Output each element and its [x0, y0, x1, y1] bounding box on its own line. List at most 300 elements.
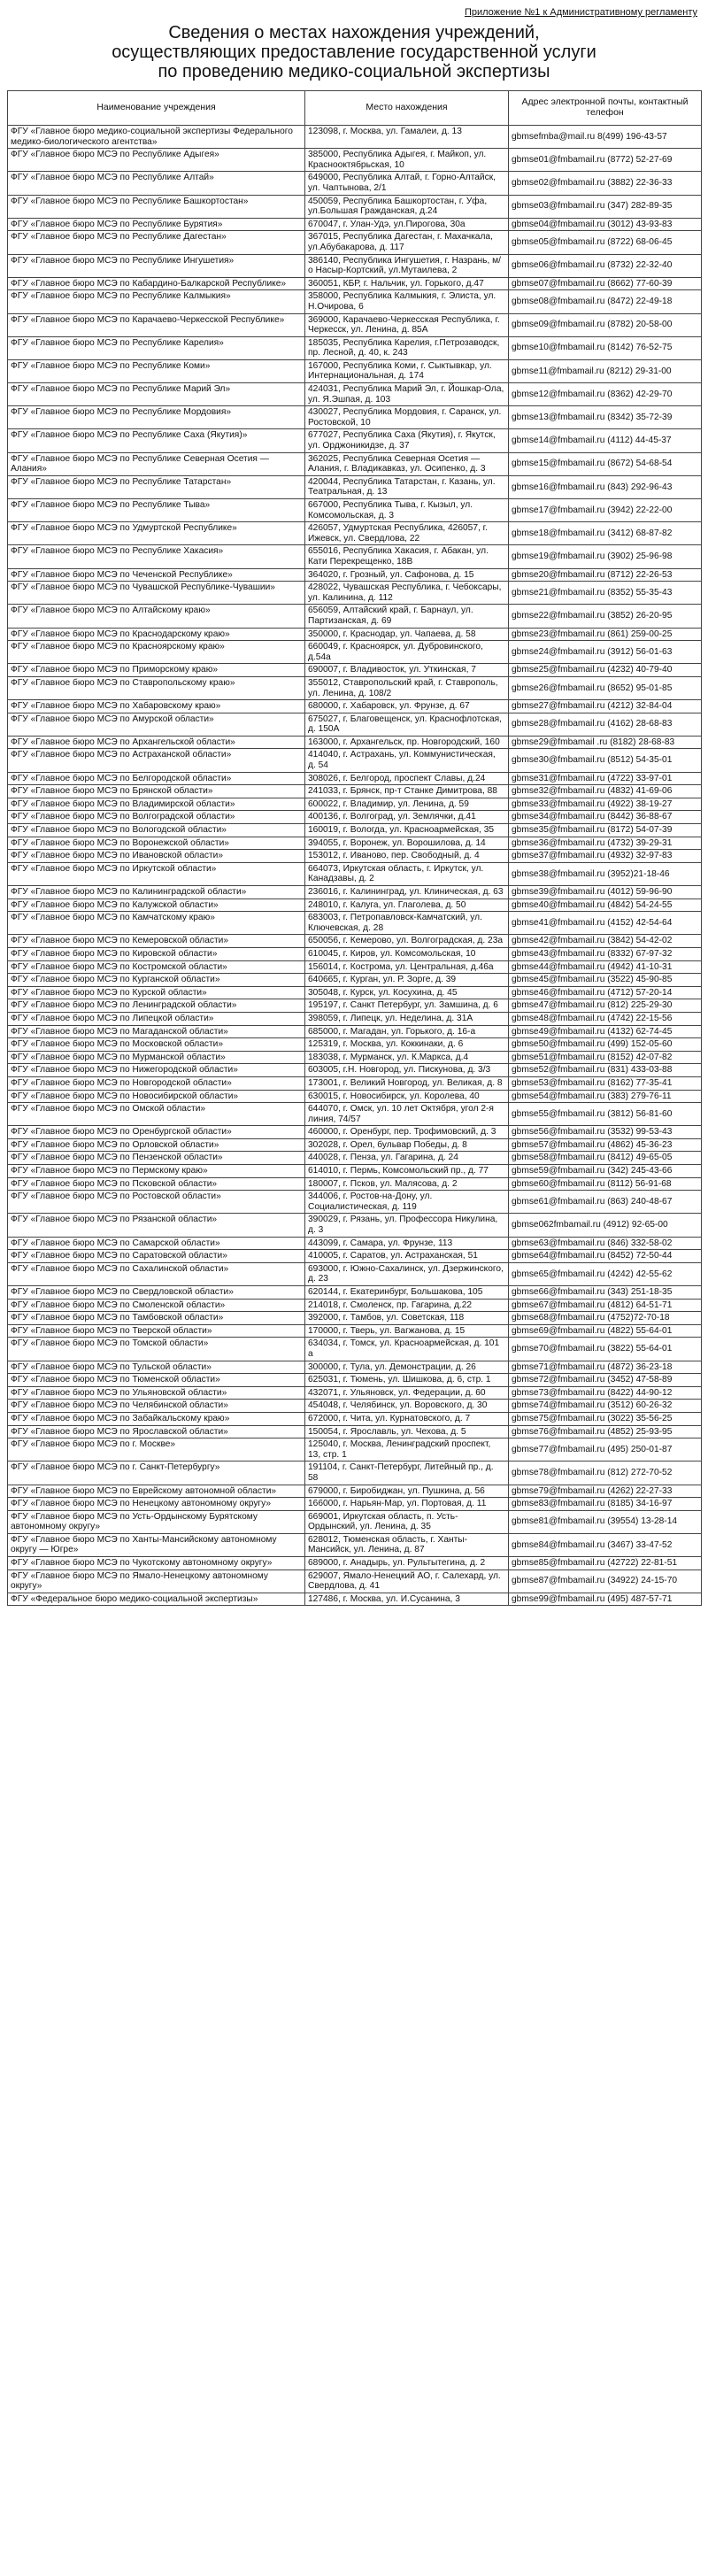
contact-cell: gbmse08@fmbamail.ru (8472) 22-49-18	[509, 290, 702, 313]
table-row	[8, 126, 702, 149]
table-row	[8, 1386, 702, 1400]
location-cell: 679000, г. Биробиджан, ул. Пушкина, д. 56	[305, 1485, 509, 1498]
institution-name-cell: ФГУ «Главное бюро МСЭ по Алтайскому краю»	[8, 605, 305, 628]
contact-cell: gbmse56@fmbamail.ru (3532) 99-53-43	[509, 1126, 702, 1139]
table-row	[8, 749, 702, 772]
table-row	[8, 1051, 702, 1064]
location-cell: 236016, г. Калининград, ул. Клиническая, д. 63	[305, 886, 509, 899]
table-row	[8, 522, 702, 545]
institution-name-cell: ФГУ «Главное бюро МСЭ по Тамбовской области»	[8, 1312, 305, 1325]
institution-name-cell: ФГУ «Главное бюро МСЭ по Новгородской области»	[8, 1076, 305, 1090]
contact-cell: gbmse02@fmbamail.ru (3882) 22-36-33	[509, 172, 702, 195]
table-row	[8, 1485, 702, 1498]
table-row	[8, 605, 702, 628]
contact-cell: gbmse36@fmbamail.ru (4732) 39-29-31	[509, 837, 702, 850]
table-row	[8, 1425, 702, 1438]
institution-name-cell: ФГУ «Главное бюро МСЭ по Камчатскому краю»	[8, 912, 305, 935]
institution-name-cell: ФГУ «Главное бюро МСЭ по Костромской области»	[8, 960, 305, 974]
location-cell: 367015, Республика Дагестан, г. Махачкала, ул.Абубакарова, д. 117	[305, 231, 509, 254]
table-row	[8, 359, 702, 382]
location-cell: 426057, Удмуртская Республика, 426057, г. Ижевск, ул. Свердлова, 22	[305, 522, 509, 545]
location-cell: 664073, Иркутская область, г. Иркутск, ул. Канадзавы, д. 2	[305, 862, 509, 885]
location-cell: 358000, Республика Калмыкия, г. Элиста, ул. Н.Очирова, 6	[305, 290, 509, 313]
institution-name-cell: ФГУ «Главное бюро МСЭ по Курганской области»	[8, 974, 305, 987]
table-row	[8, 568, 702, 582]
location-cell: 167000, Республика Коми, г. Сыктывкар, ул. Интернациональная, д. 174	[305, 359, 509, 382]
institution-name-cell: ФГУ «Главное бюро МСЭ по Республике Башкортостан»	[8, 195, 305, 218]
contact-cell: gbmse45@fmbamail.ru (3522) 45-90-85	[509, 974, 702, 987]
table-row	[8, 641, 702, 664]
institution-name-cell: ФГУ «Главное бюро МСЭ по Тверской области»	[8, 1324, 305, 1338]
institution-name-cell: ФГУ «Главное бюро МСЭ по Хабаровскому краю»	[8, 700, 305, 713]
table-row	[8, 1038, 702, 1052]
location-cell: 400136, г. Волгоград, ул. Землячки, д.41	[305, 811, 509, 824]
contact-cell: gbmse38@fmbamail.ru (3952)21-18-46	[509, 862, 702, 885]
institution-name-cell: ФГУ «Главное бюро МСЭ по г. Санкт-Петербургу»	[8, 1462, 305, 1485]
table-row	[8, 1237, 702, 1250]
institution-name-cell: ФГУ «Главное бюро МСЭ по Липецкой области»	[8, 1012, 305, 1025]
institution-name-cell: ФГУ «Главное бюро МСЭ по Сахалинской области»	[8, 1262, 305, 1285]
contact-cell: gbmse34@fmbamail.ru (8442) 36-88-67	[509, 811, 702, 824]
location-cell: 424031, Республика Марий Эл, г. Йошкар-Ола, ул. Я.Эшпая, д. 103	[305, 383, 509, 406]
institution-name-cell: ФГУ «Главное бюро МСЭ по Омской области»	[8, 1103, 305, 1126]
contact-cell: gbmse59@fmbamail.ru (342) 245-43-66	[509, 1165, 702, 1178]
table-row	[8, 1262, 702, 1285]
contact-cell: gbmse63@fmbamail.ru (846) 332-58-02	[509, 1237, 702, 1250]
location-cell: 428022, Чувашская Республика, г. Чебоксары, ул. Калинина, д. 112	[305, 582, 509, 605]
contact-cell: gbmse23@fmbamail.ru (861) 259-00-25	[509, 628, 702, 641]
location-cell: 385000, Республика Адыгея, г. Майкоп, ул. Краснооктябрьская, 10	[305, 149, 509, 172]
location-cell: 156014, г. Кострома, ул. Центральная, д.46а	[305, 960, 509, 974]
location-cell: 440028, г. Пенза, ул. Гагарина, д. 24	[305, 1152, 509, 1165]
institutions-table	[7, 90, 702, 1606]
contact-cell: gbmse43@fmbamail.ru (8332) 67-97-32	[509, 947, 702, 960]
table-row	[8, 1126, 702, 1139]
table-row	[8, 713, 702, 736]
location-cell: 350000, г. Краснодар, ул. Чапаева, д. 58	[305, 628, 509, 641]
table-row	[8, 1312, 702, 1325]
contact-cell: gbmse12@fmbamail.ru (8362) 42-29-70	[509, 383, 702, 406]
institution-name-cell: ФГУ «Главное бюро МСЭ по Республике Саха (Якутия)»	[8, 429, 305, 452]
location-cell: 670047, г. Улан-Удэ, ул.Пирогова, 30а	[305, 218, 509, 231]
location-cell: 344006, г. Ростов-на-Дону, ул. Социалистическая, д. 119	[305, 1191, 509, 1214]
location-cell: 241033, г. Брянск, пр-т Станке Димитрова, 88	[305, 785, 509, 798]
table-row	[8, 383, 702, 406]
institution-name-cell: ФГУ «Главное бюро МСЭ по Ненецкому автономному округу»	[8, 1498, 305, 1511]
institution-name-cell: ФГУ «Главное бюро МСЭ по Владимирской области»	[8, 798, 305, 811]
institution-name-cell: ФГУ «Главное бюро МСЭ по Республике Бурятия»	[8, 218, 305, 231]
contact-cell: gbmse69@fmbamail.ru (4822) 55-64-01	[509, 1324, 702, 1338]
table-row	[8, 960, 702, 974]
contact-cell: gbmse28@fmbamail.ru (4162) 28-68-83	[509, 713, 702, 736]
contact-cell: gbmse85@fmbamail.ru (42722) 22-81-51	[509, 1557, 702, 1570]
title-line: осуществляющих предоставление государственной услуги	[112, 42, 596, 62]
location-cell: 672000, г. Чита, ул. Курнатовского, д. 7	[305, 1412, 509, 1425]
contact-cell: gbmse09@fmbamail.ru (8782) 20-58-00	[509, 313, 702, 336]
contact-cell: gbmse81@fmbamail.ru (39554) 13-28-14	[509, 1510, 702, 1533]
institution-name-cell: ФГУ «Главное бюро МСЭ по Томской области»	[8, 1338, 305, 1361]
institution-name-cell: ФГУ «Главное бюро МСЭ по Рязанской области»	[8, 1214, 305, 1237]
contact-cell: gbmsefmba@mail.ru 8(499) 196-43-57	[509, 126, 702, 149]
table-row	[8, 1250, 702, 1263]
location-cell: 656059, Алтайский край, г. Барнаул, ул. Партизанская, д. 69	[305, 605, 509, 628]
contact-cell: gbmse84@fmbamail.ru (3467) 33-47-52	[509, 1533, 702, 1556]
contact-cell: gbmse01@fmbamail.ru (8772) 52-27-69	[509, 149, 702, 172]
contact-cell: gbmse65@fmbamail.ru (4242) 42-55-62	[509, 1262, 702, 1285]
contact-cell: gbmse31@fmbamail.ru (4722) 33-97-01	[509, 772, 702, 785]
institution-name-cell: ФГУ «Главное бюро МСЭ по Карачаево-Черкесской Республике»	[8, 313, 305, 336]
location-cell: 153012, г. Иваново, пер. Свободный, д. 4	[305, 850, 509, 863]
location-cell: 669001, Иркутская область, п. Усть-Ордынский, ул. Ленина, д. 35	[305, 1510, 509, 1533]
contact-cell: gbmse21@fmbamail.ru (8352) 55-35-43	[509, 582, 702, 605]
table-row	[8, 195, 702, 218]
table-row	[8, 772, 702, 785]
table-row	[8, 336, 702, 359]
location-cell: 390029, г. Рязань, ул. Профессора Никулина, д. 3	[305, 1214, 509, 1237]
institution-name-cell: ФГУ «Главное бюро МСЭ по Ростовской области»	[8, 1191, 305, 1214]
table-row	[8, 1152, 702, 1165]
institution-name-cell: ФГУ «Главное бюро МСЭ по Вологодской области»	[8, 824, 305, 837]
location-cell: 302028, г. Орел, бульвар Победы, д. 8	[305, 1138, 509, 1152]
contact-cell: gbmse76@fmbamail.ru (4852) 25-93-95	[509, 1425, 702, 1438]
contact-cell: gbmse79@fmbamail.ru (4262) 22-27-33	[509, 1485, 702, 1498]
contact-cell: gbmse74@fmbamail.ru (3512) 60-26-32	[509, 1400, 702, 1413]
contact-cell: gbmse27@fmbamail.ru (4212) 32-84-04	[509, 700, 702, 713]
location-cell: 450059, Республика Башкортостан, г. Уфа, ул.Большая Гражданская, д.24	[305, 195, 509, 218]
table-row	[8, 1438, 702, 1462]
location-cell: 364020, г. Грозный, ул. Сафонова, д. 15	[305, 568, 509, 582]
institution-name-cell: ФГУ «Главное бюро МСЭ по Магаданской области»	[8, 1025, 305, 1038]
location-cell: 125040, г. Москва, Ленинградский проспект, 13, стр. 1	[305, 1438, 509, 1462]
location-cell: 620144, г. Екатеринбург, Большакова, 105	[305, 1286, 509, 1300]
table-row	[8, 1570, 702, 1593]
location-cell: 185035, Республика Карелия, г.Петрозаводск, пр. Лесной, д. 40, к. 243	[305, 336, 509, 359]
contact-cell: gbmse54@fmbamail.ru (383) 279-76-11	[509, 1090, 702, 1103]
table-row	[8, 1374, 702, 1387]
table-row	[8, 1533, 702, 1556]
table-row	[8, 231, 702, 254]
institution-name-cell: ФГУ «Главное бюро МСЭ по Республике Калмыкия»	[8, 290, 305, 313]
contact-cell: gbmse13@fmbamail.ru (8342) 35-72-39	[509, 406, 702, 429]
table-row	[8, 811, 702, 824]
institution-name-cell: ФГУ «Главное бюро МСЭ по Калужской области»	[8, 899, 305, 912]
table-row	[8, 475, 702, 498]
contact-cell: gbmse39@fmbamail.ru (4012) 59-96-90	[509, 886, 702, 899]
contact-cell: gbmse16@fmbamail.ru (843) 292-96-43	[509, 475, 702, 498]
contact-cell: gbmse32@fmbamail.ru (4832) 41-69-06	[509, 785, 702, 798]
column-header-name: Наименование учреждения	[8, 91, 305, 126]
location-cell: 667000, Республика Тыва, г. Кызыл, ул. Комсомольская, д. 3	[305, 499, 509, 522]
table-row	[8, 254, 702, 277]
location-cell: 360051, КБР, г. Нальчик, ул. Горького, д.47	[305, 277, 509, 290]
contact-cell: gbmse55@fmbamail.ru (3812) 56-81-60	[509, 1103, 702, 1126]
table-row	[8, 862, 702, 885]
location-cell: 123098, г. Москва, ул. Гамалеи, д. 13	[305, 126, 509, 149]
contact-cell: gbmse66@fmbamail.ru (343) 251-18-35	[509, 1286, 702, 1300]
contact-cell: gbmse46@fmbamail.ru (4712) 57-20-14	[509, 986, 702, 999]
contact-cell: gbmse99@fmbamail.ru (495) 487-57-71	[509, 1593, 702, 1606]
table-row	[8, 1138, 702, 1152]
contact-cell: gbmse25@fmbamail.ru (4232) 40-79-40	[509, 664, 702, 677]
institution-name-cell: ФГУ «Главное бюро МСЭ по Курской области»	[8, 986, 305, 999]
table-row	[8, 1462, 702, 1485]
institution-name-cell: ФГУ «Главное бюро МСЭ по Кабардино-Балкарской Республике»	[8, 277, 305, 290]
column-header-location: Место нахождения	[305, 91, 509, 126]
title-line: Сведения о местах нахождения учреждений,	[168, 23, 540, 42]
location-cell: 625031, г. Тюмень, ул. Шишкова, д. 6, стр. 1	[305, 1374, 509, 1387]
location-cell: 386140, Республика Ингушетия, г. Назрань, м/о Насыр-Кортский, ул.Мутаилева, 2	[305, 254, 509, 277]
institution-name-cell: ФГУ «Главное бюро МСЭ по Ярославской области»	[8, 1425, 305, 1438]
institution-name-cell: ФГУ «Главное бюро МСЭ по Мурманской области»	[8, 1051, 305, 1064]
table-row	[8, 1191, 702, 1214]
contact-cell: gbmse47@fmbamail.ru (812) 225-29-30	[509, 999, 702, 1013]
institution-name-cell: ФГУ «Главное бюро МСЭ по Чеченской Республике»	[8, 568, 305, 582]
contact-cell: gbmse19@fmbamail.ru (3902) 25-96-98	[509, 545, 702, 568]
location-cell: 454048, г. Челябинск, ул. Воровского, д. 30	[305, 1400, 509, 1413]
location-cell: 430027, Республика Мордовия, г. Саранск, ул. Ростовской, 10	[305, 406, 509, 429]
institution-name-cell: ФГУ «Главное бюро МСЭ по Республике Карелия»	[8, 336, 305, 359]
location-cell: 300000, г. Тула, ул. Демонстрации, д. 26	[305, 1361, 509, 1374]
contact-cell: gbmse05@fmbamail.ru (8722) 68-06-45	[509, 231, 702, 254]
location-cell: 394055, г. Воронеж, ул. Ворошилова, д. 14	[305, 837, 509, 850]
contact-cell: gbmse72@fmbamail.ru (3452) 47-58-89	[509, 1374, 702, 1387]
table-row	[8, 947, 702, 960]
contact-cell: gbmse06@fmbamail.ru (8732) 22-32-40	[509, 254, 702, 277]
location-cell: 603005, г.Н. Новгород, ул. Пискунова, д. 3/3	[305, 1064, 509, 1077]
institution-name-cell: ФГУ «Главное бюро МСЭ по Чувашской Республике-Чувашии»	[8, 582, 305, 605]
table-row	[8, 628, 702, 641]
table-row	[8, 676, 702, 699]
contact-cell: gbmse64@fmbamail.ru (8452) 72-50-44	[509, 1250, 702, 1263]
contact-cell: gbmse58@fmbamail.ru (8412) 49-65-05	[509, 1152, 702, 1165]
location-cell: 629007, Ямало-Ненецкий АО, г. Салехард, ул. Свердлова, д. 41	[305, 1570, 509, 1593]
table-row	[8, 1214, 702, 1237]
location-cell: 649000, Республика Алтай, г. Горно-Алтайск, ул. Чаптынова, 2/1	[305, 172, 509, 195]
table-row	[8, 1324, 702, 1338]
table-row	[8, 1361, 702, 1374]
table-row	[8, 290, 702, 313]
contact-cell: gbmse26@fmbamail.ru (8652) 95-01-85	[509, 676, 702, 699]
table-row	[8, 1593, 702, 1606]
table-row	[8, 999, 702, 1013]
location-cell: 150054, г. Ярославль, ул. Чехова, д. 5	[305, 1425, 509, 1438]
location-cell: 195197, г. Санкт Петербург, ул. Замшина, д. 6	[305, 999, 509, 1013]
location-cell: 650056, г. Кемерово, ул. Волгоградская, д. 23а	[305, 935, 509, 948]
institution-name-cell: ФГУ «Главное бюро МСЭ по Ханты-Мансийскому автономному округу — Югре»	[8, 1533, 305, 1556]
table-row	[8, 824, 702, 837]
contact-cell: gbmse33@fmbamail.ru (4922) 38-19-27	[509, 798, 702, 811]
institution-name-cell: ФГУ «Главное бюро МСЭ по Архангельской области»	[8, 736, 305, 749]
location-cell: 362025, Республика Северная Осетия — Алания, г. Владикавказ, ул. Осипенко, д. 3	[305, 452, 509, 475]
institution-name-cell: ФГУ «Главное бюро МСЭ по Кемеровской области»	[8, 935, 305, 948]
location-cell: 655016, Республика Хакасия, г. Абакан, ул. Кати Перекрещенко, 18В	[305, 545, 509, 568]
location-cell: 432071, г. Ульяновск, ул. Федерации, д. 60	[305, 1386, 509, 1400]
table-row	[8, 452, 702, 475]
location-cell: 248010, г. Калуга, ул. Глаголева, д. 50	[305, 899, 509, 912]
institution-name-cell: ФГУ «Главное бюро МСЭ по Пермскому краю»	[8, 1165, 305, 1178]
contact-cell: gbmse22@fmbamail.ru (3852) 26-20-95	[509, 605, 702, 628]
location-cell: 600022, г. Владимир, ул. Ленина, д. 59	[305, 798, 509, 811]
institution-name-cell: ФГУ «Главное бюро медико-социальной экспертизы Федерального медико-биологического агентства»	[8, 126, 305, 149]
location-cell: 170000, г. Тверь, ул. Вагжанова, д. 15	[305, 1324, 509, 1338]
table-row	[8, 1286, 702, 1300]
location-cell: 675027, г. Благовещенск, ул. Краснофлотская, д. 150А	[305, 713, 509, 736]
institution-name-cell: ФГУ «Главное бюро МСЭ по Самарской области»	[8, 1237, 305, 1250]
table-header-row	[8, 91, 702, 126]
institution-name-cell: ФГУ «Главное бюро МСЭ по Республике Тыва»	[8, 499, 305, 522]
table-row	[8, 545, 702, 568]
location-cell: 308026, г. Белгород, проспект Славы, д.24	[305, 772, 509, 785]
contact-cell: gbmse04@fmbamail.ru (3012) 43-93-83	[509, 218, 702, 231]
institution-name-cell: ФГУ «Главное бюро МСЭ по Воронежской области»	[8, 837, 305, 850]
location-cell: 410005, г. Саратов, ул. Астраханская, 51	[305, 1250, 509, 1263]
institution-name-cell: ФГУ «Главное бюро МСЭ по Белгородской области»	[8, 772, 305, 785]
table-row	[8, 1012, 702, 1025]
institution-name-cell: ФГУ «Главное бюро МСЭ по Калининградской области»	[8, 886, 305, 899]
table-row	[8, 1557, 702, 1570]
location-cell: 644070, г. Омск, ул. 10 лет Октября, угол 2-я линия, 74/57	[305, 1103, 509, 1126]
contact-cell: gbmse53@fmbamail.ru (8162) 77-35-41	[509, 1076, 702, 1090]
location-cell: 677027, Республика Саха (Якутия), г. Якутск, ул. Орджоникидзе, д. 37	[305, 429, 509, 452]
institution-name-cell: ФГУ «Главное бюро МСЭ по Кировской области»	[8, 947, 305, 960]
location-cell: 369000, Карачаево-Черкесская Республика, г. Черкесск, ул. Ленина, д. 85А	[305, 313, 509, 336]
contact-cell: gbmse60@fmbamail.ru (8112) 56-91-68	[509, 1177, 702, 1191]
contact-cell: gbmse10@fmbamail.ru (8142) 76-52-75	[509, 336, 702, 359]
contact-cell: gbmse61@fmbamail.ru (863) 240-48-67	[509, 1191, 702, 1214]
table-row	[8, 1064, 702, 1077]
institution-name-cell: ФГУ «Главное бюро МСЭ по Оренбургской области»	[8, 1126, 305, 1139]
table-row	[8, 912, 702, 935]
table-row	[8, 582, 702, 605]
location-cell: 127486, г. Москва, ул. И.Сусанина, 3	[305, 1593, 509, 1606]
contact-cell: gbmse75@fmbamail.ru (3022) 35-56-25	[509, 1412, 702, 1425]
institution-name-cell: ФГУ «Главное бюро МСЭ по Республике Татарстан»	[8, 475, 305, 498]
contact-cell: gbmse71@fmbamail.ru (4872) 36-23-18	[509, 1361, 702, 1374]
contact-cell: gbmse49@fmbamail.ru (4132) 62-74-45	[509, 1025, 702, 1038]
contact-cell: gbmse44@fmbamail.ru (4942) 41-10-31	[509, 960, 702, 974]
institution-name-cell: ФГУ «Главное бюро МСЭ по Красноярскому краю»	[8, 641, 305, 664]
institution-name-cell: ФГУ «Главное бюро МСЭ по Саратовской области»	[8, 1250, 305, 1263]
table-row	[8, 850, 702, 863]
institution-name-cell: ФГУ «Главное бюро МСЭ по Республике Адыгея»	[8, 149, 305, 172]
institution-name-cell: ФГУ «Главное бюро МСЭ по Забайкальскому краю»	[8, 1412, 305, 1425]
location-cell: 392000, г. Тамбов, ул. Советская, 118	[305, 1312, 509, 1325]
institution-name-cell: ФГУ «Главное бюро МСЭ по Новосибирской области»	[8, 1090, 305, 1103]
institution-name-cell: ФГУ «Федеральное бюро медико-социальной экспертизы»	[8, 1593, 305, 1606]
contact-cell: gbmse83@fmbamail.ru (8185) 34-16-97	[509, 1498, 702, 1511]
contact-cell: gbmse57@fmbamail.ru (4862) 45-36-23	[509, 1138, 702, 1152]
institution-name-cell: ФГУ «Главное бюро МСЭ по Республике Дагестан»	[8, 231, 305, 254]
location-cell: 614010, г. Пермь, Комсомольский пр., д. 77	[305, 1165, 509, 1178]
table-row	[8, 1299, 702, 1312]
table-row	[8, 429, 702, 452]
institution-name-cell: ФГУ «Главное бюро МСЭ по Тульской области»	[8, 1361, 305, 1374]
table-row	[8, 837, 702, 850]
table-row	[8, 1338, 702, 1361]
institution-name-cell: ФГУ «Главное бюро МСЭ по Пензенской области»	[8, 1152, 305, 1165]
location-cell: 180007, г. Псков, ул. Малясова, д. 2	[305, 1177, 509, 1191]
institution-name-cell: ФГУ «Главное бюро МСЭ по Удмуртской Республике»	[8, 522, 305, 545]
table-row	[8, 1076, 702, 1090]
institution-name-cell: ФГУ «Главное бюро МСЭ по Ивановской области»	[8, 850, 305, 863]
institution-name-cell: ФГУ «Главное бюро МСЭ по Московской области»	[8, 1038, 305, 1052]
location-cell: 183038, г. Мурманск, ул. К.Маркса, д.4	[305, 1051, 509, 1064]
location-cell: 398059, г. Липецк, ул. Неделина, д. 31А	[305, 1012, 509, 1025]
institution-name-cell: ФГУ «Главное бюро МСЭ по Смоленской области»	[8, 1299, 305, 1312]
institution-name-cell: ФГУ «Главное бюро МСЭ по Еврейскому автономной области»	[8, 1485, 305, 1498]
institution-name-cell: ФГУ «Главное бюро МСЭ по Нижегородской области»	[8, 1064, 305, 1077]
table-row	[8, 986, 702, 999]
table-row	[8, 1412, 702, 1425]
appendix-note: Приложение №1 к Административному регламенту	[464, 7, 697, 18]
location-cell: 460000, г. Оренбург, пер. Трофимовский, д. 3	[305, 1126, 509, 1139]
title-line: по проведению медико-социальной экспертизы	[158, 62, 550, 81]
contact-cell: gbmse03@fmbamail.ru (347) 282-89-35	[509, 195, 702, 218]
contact-cell: gbmse37@fmbamail.ru (4932) 32-97-83	[509, 850, 702, 863]
table-row	[8, 1510, 702, 1533]
location-cell: 690007, г. Владивосток, ул. Уткинская, 7	[305, 664, 509, 677]
contact-cell: gbmse20@fmbamail.ru (8712) 22-26-53	[509, 568, 702, 582]
institution-name-cell: ФГУ «Главное бюро МСЭ по Тюменской области»	[8, 1374, 305, 1387]
table-row	[8, 1090, 702, 1103]
location-cell: 125319, г. Москва, ул. Коккинаки, д. 6	[305, 1038, 509, 1052]
contact-cell: gbmse41@fmbamail.ru (4152) 42-54-64	[509, 912, 702, 935]
table-row	[8, 313, 702, 336]
contact-cell: gbmse40@fmbamail.ru (4842) 54-24-55	[509, 899, 702, 912]
location-cell: 305048, г. Курск, ул. Косухина, д. 45	[305, 986, 509, 999]
institution-name-cell: ФГУ «Главное бюро МСЭ по Республике Коми»	[8, 359, 305, 382]
table-row	[8, 798, 702, 811]
location-cell: 610045, г. Киров, ул. Комсомольская, 10	[305, 947, 509, 960]
location-cell: 634034, г. Томск, ул. Красноармейская, д. 101 а	[305, 1338, 509, 1361]
institution-name-cell: ФГУ «Главное бюро МСЭ по Республике Мордовия»	[8, 406, 305, 429]
location-cell: 660049, г. Красноярск, ул. Дубровинского, д.54а	[305, 641, 509, 664]
institution-name-cell: ФГУ «Главное бюро МСЭ по Ямало-Ненецкому автономному округу»	[8, 1570, 305, 1593]
table-row	[8, 149, 702, 172]
location-cell: 685000, г. Магадан, ул. Горького, д. 16-а	[305, 1025, 509, 1038]
location-cell: 630015, г. Новосибирск, ул. Королева, 40	[305, 1090, 509, 1103]
contact-cell: gbmse24@fmbamail.ru (3912) 56-01-63	[509, 641, 702, 664]
contact-cell: gbmse30@fmbamail.ru (8512) 54-35-01	[509, 749, 702, 772]
location-cell: 443099, г. Самара, ул. Фрунзе, 113	[305, 1237, 509, 1250]
institution-name-cell: ФГУ «Главное бюро МСЭ по Усть-Ордынскому Бурятскому автономному округу»	[8, 1510, 305, 1533]
contact-cell: gbmse42@fmbamail.ru (3842) 54-42-02	[509, 935, 702, 948]
document-title	[7, 23, 701, 81]
location-cell: 173001, г. Великий Новгород, ул. Великая, д. 8	[305, 1076, 509, 1090]
institution-name-cell: ФГУ «Главное бюро МСЭ по Челябинской области»	[8, 1400, 305, 1413]
table-row	[8, 277, 702, 290]
table-row	[8, 172, 702, 195]
institution-name-cell: ФГУ «Главное бюро МСЭ по Ставропольскому краю»	[8, 676, 305, 699]
contact-cell: gbmse11@fmbamail.ru (8212) 29-31-00	[509, 359, 702, 382]
location-cell: 683003, г. Петропавловск-Камчатский, ул. Ключевская, д. 28	[305, 912, 509, 935]
institution-name-cell: ФГУ «Главное бюро МСЭ по г. Москве»	[8, 1438, 305, 1462]
institution-name-cell: ФГУ «Главное бюро МСЭ по Республике Марий Эл»	[8, 383, 305, 406]
location-cell: 414040, г. Астрахань, ул. Коммунистическая, д. 54	[305, 749, 509, 772]
institution-name-cell: ФГУ «Главное бюро МСЭ по Ульяновской области»	[8, 1386, 305, 1400]
contact-cell: gbmse77@fmbamail.ru (495) 250-01-87	[509, 1438, 702, 1462]
location-cell: 693000, г. Южно-Сахалинск, ул. Дзержинского, д. 23	[305, 1262, 509, 1285]
location-cell: 191104, г. Санкт-Петербург, Литейный пр., д. 58	[305, 1462, 509, 1485]
table-row	[8, 736, 702, 749]
table-row	[8, 935, 702, 948]
institution-name-cell: ФГУ «Главное бюро МСЭ по Волгоградской области»	[8, 811, 305, 824]
location-cell: 163000, г. Архангельск, пр. Новгородский, 160	[305, 736, 509, 749]
institution-name-cell: ФГУ «Главное бюро МСЭ по Орловской области»	[8, 1138, 305, 1152]
location-cell: 628012, Тюменская область, г. Ханты-Мансийск, ул. Ленина, д. 87	[305, 1533, 509, 1556]
table-row	[8, 406, 702, 429]
institution-name-cell: ФГУ «Главное бюро МСЭ по Республике Хакасия»	[8, 545, 305, 568]
